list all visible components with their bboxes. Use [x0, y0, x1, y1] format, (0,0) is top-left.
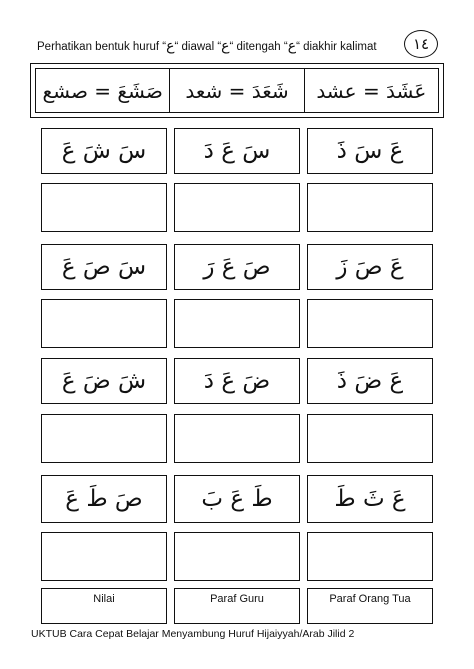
answer-box[interactable] — [41, 299, 167, 348]
exercise-letters: عَ سَ ذَ — [336, 138, 404, 164]
answer-box[interactable] — [307, 299, 433, 348]
example-row — [35, 68, 439, 113]
answer-box[interactable] — [307, 414, 433, 463]
teacher-signature-box[interactable] — [174, 588, 300, 624]
instruction-letter-3: ع — [287, 38, 297, 54]
exercise-prompt-box — [174, 358, 300, 404]
instruction-letter-1: ع — [166, 38, 175, 54]
answer-box[interactable] — [174, 299, 300, 348]
exercise-prompt-box — [174, 128, 300, 174]
exercise-prompt-box — [174, 475, 300, 523]
instruction-part-3: “ ditengah “ — [229, 41, 288, 53]
exercise-prompt-box — [307, 244, 433, 290]
exercise-letters: صَ طَ عَ — [65, 486, 143, 512]
answer-box[interactable] — [307, 532, 433, 581]
example-cell-3: عَشَدَ = عشد — [316, 78, 427, 103]
exercise-letters: عَ صَ زَ — [336, 254, 404, 280]
answer-box[interactable] — [174, 532, 300, 581]
book-credit: UKTUB Cara Cepat Belajar Menyambung Huruf Hijaiyyah/Arab Jilid 2 — [31, 628, 355, 640]
page-number-badge — [404, 30, 438, 58]
exercise-prompt-box — [307, 358, 433, 404]
instruction-text — [37, 38, 437, 60]
score-box[interactable] — [41, 588, 167, 624]
instruction-part-1: Perhatikan bentuk huruf “ — [37, 41, 167, 53]
exercise-prompt-box — [307, 128, 433, 174]
score-label: Nilai — [93, 593, 115, 605]
example-cell-2: شَعَدَ = شعد — [170, 69, 304, 112]
example-box — [30, 63, 444, 118]
answer-box[interactable] — [174, 183, 300, 232]
parent-signature-box[interactable] — [307, 588, 433, 624]
exercise-letters: شَ ضَ عَ — [61, 368, 147, 394]
answer-box[interactable] — [41, 414, 167, 463]
teacher-signature-label: Paraf Guru — [210, 593, 264, 605]
exercise-letters: طَ عَ بَ — [201, 486, 273, 512]
exercise-letters: صَ عَ رَ — [203, 254, 271, 280]
answer-box[interactable] — [41, 532, 167, 581]
answer-box[interactable] — [307, 183, 433, 232]
instruction-letter-2: ع — [221, 38, 230, 54]
exercise-prompt-box — [41, 244, 167, 290]
exercise-prompt-box — [41, 128, 167, 174]
exercise-letters: سَ عَ دَ — [203, 138, 271, 164]
exercise-prompt-box — [307, 475, 433, 523]
instruction-part-4: “ diakhir kalimat — [296, 41, 377, 53]
exercise-prompt-box — [174, 244, 300, 290]
answer-box[interactable] — [174, 414, 300, 463]
example-cell-1: صَشَعَ = صشع — [36, 69, 170, 112]
exercise-letters: عَ ضَ ذَ — [336, 368, 404, 394]
page-number: ١٤ — [412, 35, 430, 53]
exercise-letters: سَ شَ عَ — [61, 138, 147, 164]
exercise-prompt-box — [41, 475, 167, 523]
exercise-letters: ضَ عَ دَ — [203, 368, 271, 394]
exercise-prompt-box — [41, 358, 167, 404]
parent-signature-label: Paraf Orang Tua — [329, 593, 411, 605]
exercise-letters: عَ ثَ طَ — [334, 486, 406, 512]
exercise-letters: سَ صَ عَ — [61, 254, 147, 280]
instruction-part-2: “ diawal “ — [174, 41, 222, 53]
answer-box[interactable] — [41, 183, 167, 232]
